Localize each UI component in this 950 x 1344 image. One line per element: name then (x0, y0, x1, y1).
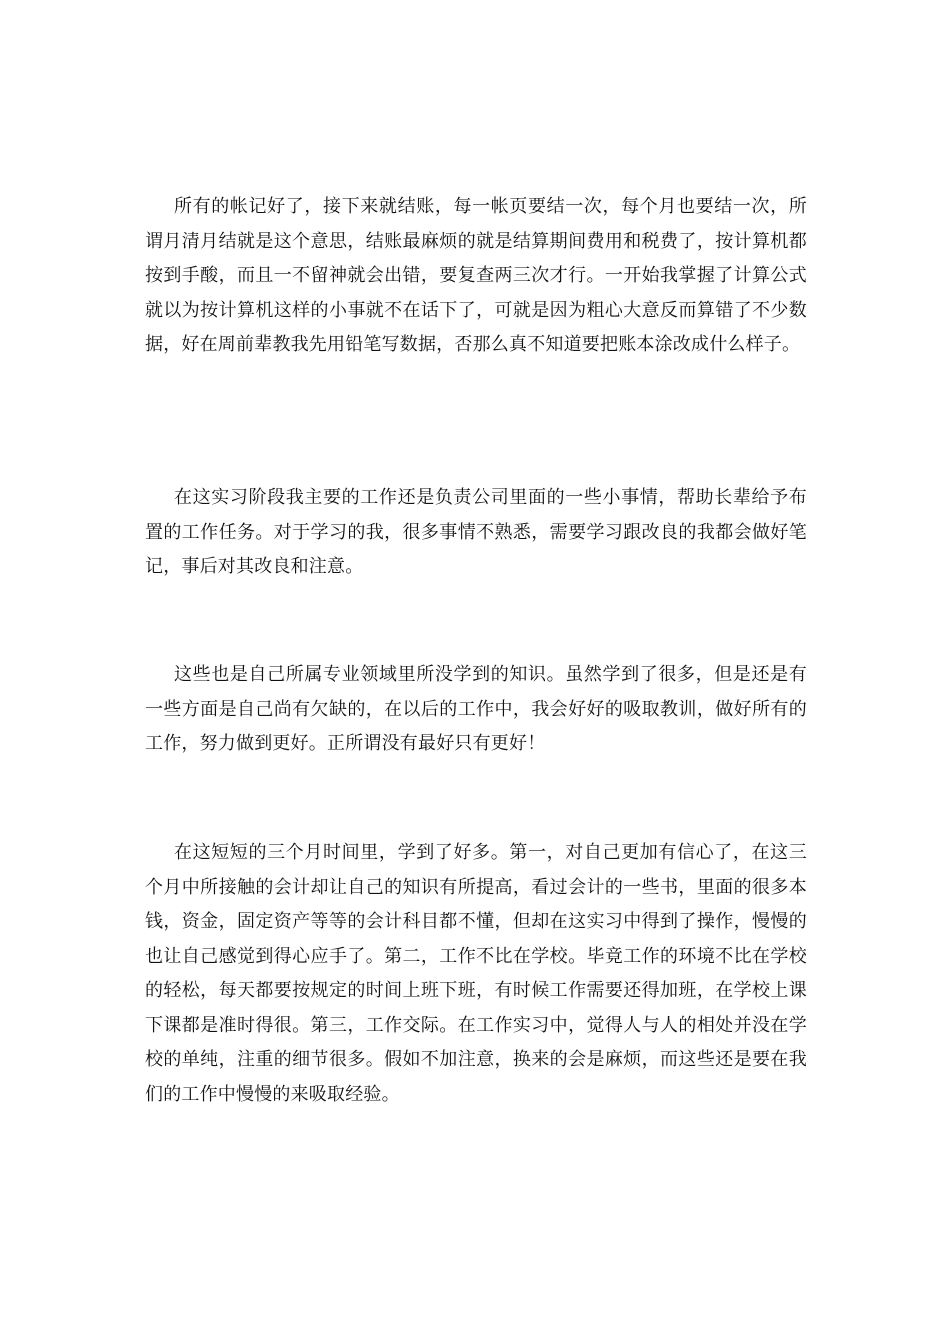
paragraph-internship-duties: 在这实习阶段我主要的工作还是负责公司里面的一些小事情，帮助长辈给予布置的工作任务。对于学习的我，很多事情不熟悉，需要学习跟改良的我都会做好笔记，事后对其改良和注意。 (145, 487, 807, 577)
paragraph-knowledge-gained: 这些也是自己所属专业领域里所没学到的知识。虽然学到了很多，但是还是有一些方面是自己尚有欠缺的，在以后的工作中，我会好好的吸取教训，做好所有的工作，努力做到更好。正所谓没有最好只有更好！ (145, 664, 807, 754)
paragraph-closing-accounts: 所有的帐记好了，接下来就结账，每一帐页要结一次，每个月也要结一次，所谓月清月结就是这个意思，结账最麻烦的就是结算期间费用和税费了，按计算机都按到手酸，而且一不留神就会出错，要复查两三次才行。一开始我掌握了计算公式就以为按计算机这样的小事就不在话下了，可就是因为粗心大意反而算错了不少数据，好在周前辈教我先用铅笔写数据，否那么真不知道要把账本涂改成什么样子。 (145, 196, 807, 355)
paragraph-three-months-summary: 在这短短的三个月时间里，学到了好多。第一，对自己更加有信心了，在这三个月中所接触的会计却让自己的知识有所提高，看过会计的一些书，里面的很多本钱，资金，固定资产等等的会计科目都不懂，但却在这实习中得到了操作，慢慢的也让自己感觉到得心应手了。第二，工作不比在学校。毕竟工作的环境不比在学校的轻松，每天都要按规定的时间上班下班，有时候工作需要还得加班，在学校上课下课都是准时得很。第三，工作交际。在工作实习中，觉得人与人的相处并没在学校的单纯，注重的细节很多。假如不加注意，换来的会是麻烦，而这些还是要在我们的工作中慢慢的来吸取经验。 (145, 842, 807, 1105)
